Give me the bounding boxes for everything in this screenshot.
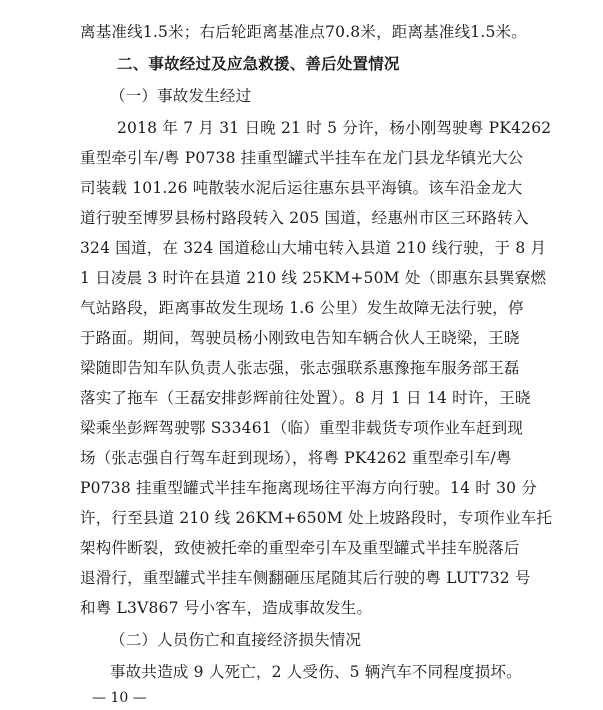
text-line: 许，行至县道 210 线 26KM+650M 处上坡路段时，专项作业车托	[80, 509, 553, 527]
subsection-heading: （一）事故发生经过	[110, 87, 252, 105]
text-line: 梁随即告知车队负责人张志强，张志强联系惠豫拖车服务部王磊	[80, 359, 520, 377]
text-line: 于路面。期间，驾驶员杨小刚致电告知车辆合伙人王晓梁，王晓	[80, 329, 520, 347]
text-line: 和粤 L3V867 号小客车，造成事故发生。	[80, 599, 373, 617]
section-heading: 二、事故经过及应急救援、善后处置情况	[117, 55, 400, 73]
text-line: 司装载 101.26 吨散装水泥后运往惠东县平海镇。该车沿金龙大	[80, 179, 523, 197]
subsection-heading: （二）人员伤亡和直接经济损失情况	[110, 631, 362, 649]
text-line: 2018 年 7 月 31 日晚 21 时 5 分许，杨小刚驾驶粤 PK4262	[117, 119, 552, 137]
text-line: 架构件断裂，致使被托牵的重型牵引车及重型罐式半挂车脱落后	[80, 539, 520, 557]
text-line: 324 国道，在 324 国道稔山大埔屯转入县道 210 线行驶，于 8 月	[80, 239, 547, 257]
text-line: 道行驶至博罗县杨村路段转入 205 国道，经惠州市区三环路转入	[80, 209, 529, 227]
text-line: P0738 挂重型罐式半挂车拖离现场往平海方向行驶。14 时 30 分	[80, 479, 538, 497]
text-line: 事故共造成 9 人死亡，2 人受伤、5 辆汽车不同程度损坏。	[110, 663, 522, 681]
text-line: 1 日凌晨 3 时许在县道 210 线 25KM+50M 处（即惠东县巽寮燃	[80, 269, 547, 287]
text-line: 场（张志强自行驾车赶到现场），将粤 PK4262 重型牵引车/粤	[80, 449, 512, 467]
text-line: 气站路段，距离事故发生现场 1.6 公里）发生故障无法行驶，停	[80, 299, 524, 317]
text-line: 离基准线1.5米；右后轮距离基准点70.8米，距离基准线1.5米。	[80, 23, 527, 41]
text-line: 退滑行，重型罐式半挂车侧翻砸压尾随其后行驶的粤 LUT732 号	[80, 569, 531, 587]
text-line: 落实了拖车（王磊安排彭辉前往处置）。8 月 1 日 14 时许，王晓	[80, 389, 531, 407]
text-line: 重型牵引车/粤 P0738 挂重型罐式半挂车在龙门县龙华镇光大公	[80, 149, 524, 167]
text-line: 梁乘坐彭辉驾驶鄂 S33461（临）重型非载货专项作业车赶到现	[80, 419, 524, 437]
page-number: — 10 —	[92, 690, 147, 706]
